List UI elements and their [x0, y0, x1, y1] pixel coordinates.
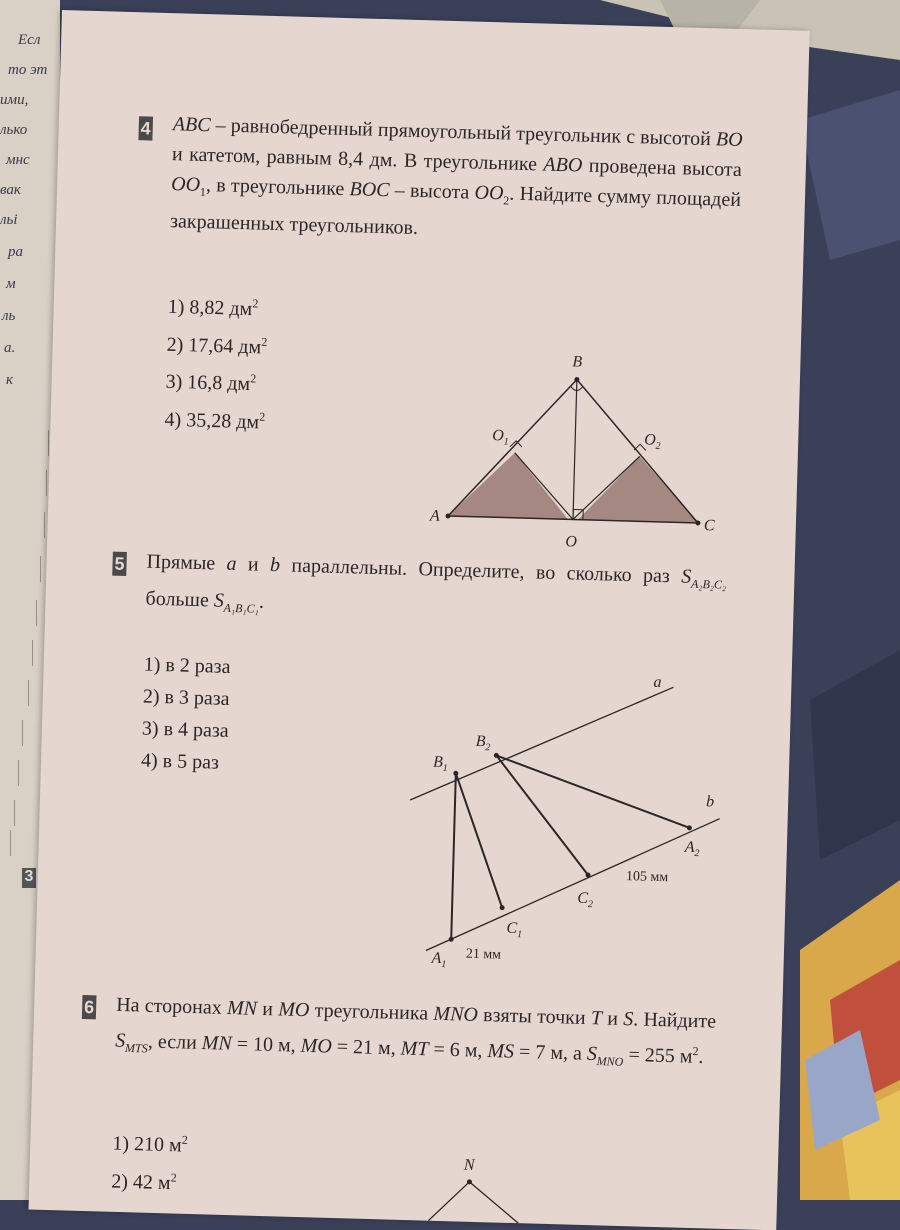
left-fragment: мнс: [6, 152, 30, 168]
answer-option: 1) 210 $м^2$: [112, 1132, 189, 1157]
problem-5-text: Прямые a и b параллельны. Определите, во сколько раз $S_{A_2B_2C_2}$ больше $S_{A_1B_1C_1}$.: [145, 550, 727, 616]
left-fragment: а.: [4, 340, 16, 356]
label-A2: $A_2$: [684, 838, 700, 860]
answer-option: 4) в 5 раз: [140, 749, 220, 774]
label-B1: $B_1$: [432, 753, 448, 775]
label-C: C: [703, 517, 715, 535]
problem-6-answers: [111, 1122, 188, 1199]
label-B: B: [572, 353, 583, 371]
left-fragment: ими,: [0, 92, 29, 108]
shaded-triangle-left: [448, 451, 570, 519]
problem-number-6: 6: [82, 995, 97, 1019]
length-105mm: 105 мм: [625, 869, 669, 886]
problem-6-text: На сторонах MN и MO треугольника MNO взяты точки T и S. Найдите $S_{MTS}$, если MN = 10 м, MO = 21 м, MT = 6 м, MS = 7 м, а $S_{MNO} = 255$ $м^2$.: [114, 993, 717, 1069]
left-section-number: 3: [22, 868, 36, 888]
label-O1: $O_1$: [492, 427, 509, 448]
label-C1: $C_1$: [506, 919, 523, 941]
left-fragment: Есл: [18, 32, 41, 48]
answer-option: 4) 35,28 $дм^2$: [164, 408, 266, 434]
label-O: O: [565, 533, 578, 551]
left-fragment: лько: [0, 122, 28, 138]
answer-option: 3) 16,8 $дм^2$: [165, 371, 257, 396]
label-b: b: [705, 793, 715, 811]
answer-option: 1) в 2 раза: [143, 653, 231, 678]
problem-5-answers: [141, 649, 231, 779]
triangle-mno-figure: [408, 1140, 610, 1226]
left-fragment: то эт: [8, 62, 48, 78]
answer-option: 1) 8,82 $дм^2$: [167, 295, 259, 321]
label-C2: $C_2$: [577, 889, 594, 911]
label-B2: $B_2$: [475, 732, 491, 754]
length-21mm: 21 мм: [465, 946, 502, 963]
left-fragment: льі: [0, 212, 18, 228]
left-fragment: ль: [2, 308, 16, 324]
answer-option: 2) 17,64 $дм^2$: [166, 333, 268, 359]
shaded-triangle-right: [578, 455, 700, 523]
problem-4-answers: [164, 285, 269, 438]
problem-number-4: 4: [138, 116, 153, 140]
left-fragment: ра: [8, 244, 23, 260]
answer-option: 2) в 3 раза: [142, 685, 230, 710]
triangle-abc-figure: [427, 320, 754, 569]
label-A1: $A_1$: [431, 949, 447, 971]
left-fragment: м: [6, 276, 16, 292]
textbook-page: [28, 10, 809, 1230]
label-O2: $O_2$: [643, 431, 661, 452]
left-fragment: вак: [0, 182, 21, 198]
parallel-lines-figure: [395, 660, 744, 989]
label-A: A: [429, 507, 441, 525]
problem-4-text: ABC – равнобедренный прямоугольный треугольник с высотой BO и катетом, равным 8,4 дм. В треугольнике ABO проведена высота $OO_1$, в треугольнике BOC – высота $OO_2$. Найдите сумму площадей закрашенных треугольников.: [169, 113, 743, 240]
problem-number-5: 5: [112, 552, 127, 576]
label-a: a: [653, 673, 662, 691]
label-N: N: [463, 1156, 475, 1174]
answer-option: 3) в 4 раза: [141, 717, 230, 742]
answer-option: 2) 42 $м^2$: [111, 1170, 177, 1194]
left-fragment: к: [6, 372, 14, 388]
